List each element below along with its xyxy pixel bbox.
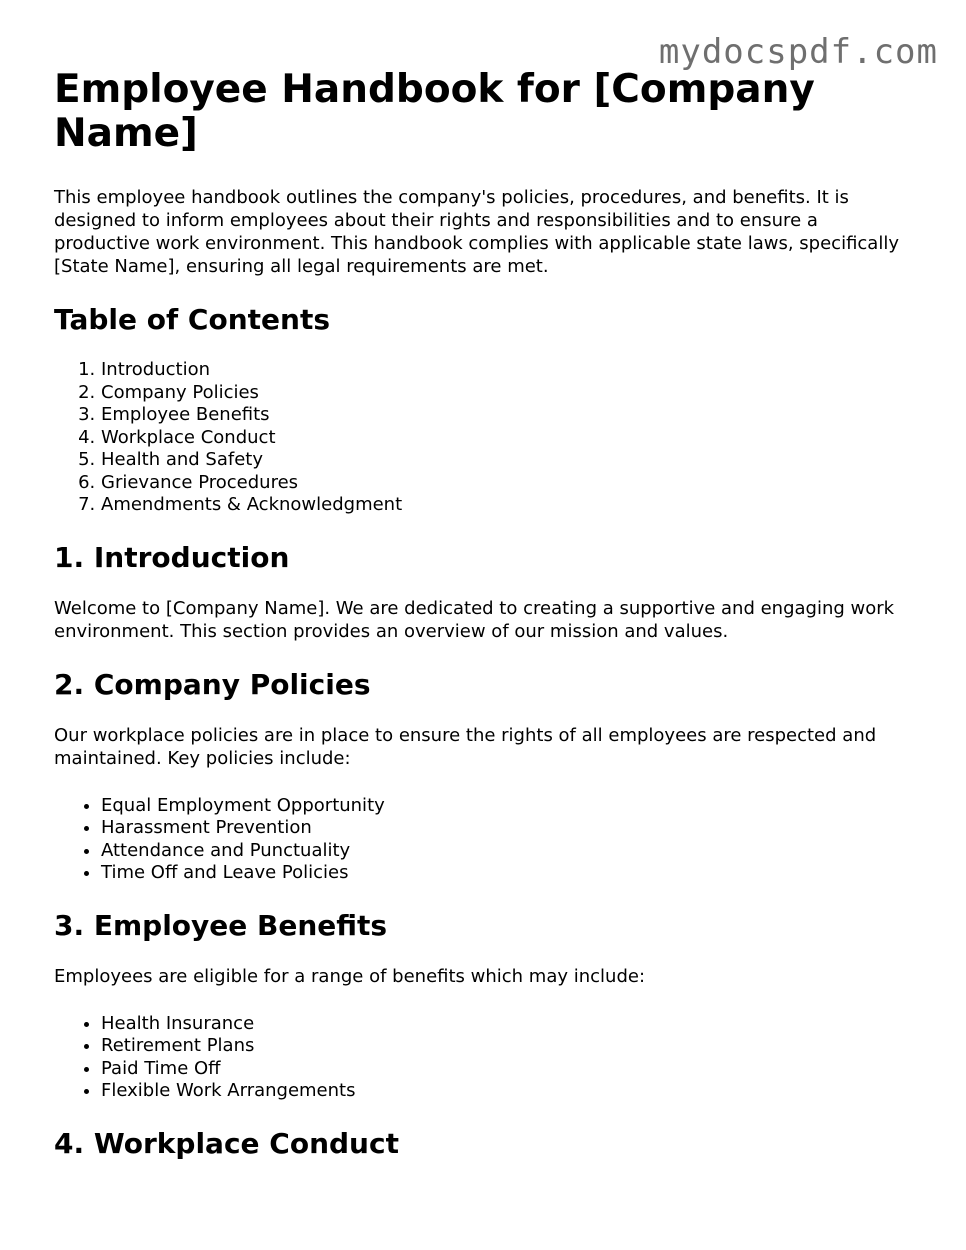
introduction-heading: 1. Introduction: [54, 540, 290, 574]
toc-heading: Table of Contents: [54, 303, 331, 336]
document-title: Employee Handbook for [Company Name]: [54, 67, 815, 156]
toc-list: [54, 359, 914, 517]
conduct-heading: 4. Workplace Conduct: [54, 1126, 399, 1160]
toc-item: 3. Employee Benefits: [101, 404, 914, 427]
policy-item: • Equal Employment Opportunity: [101, 795, 914, 818]
toc-item: 7. Amendments & Acknowledgment: [101, 494, 914, 517]
toc-item: 2. Company Policies: [101, 382, 914, 405]
policy-item: • Harassment Prevention: [101, 817, 914, 840]
introduction-body: Welcome to [Company Name]. We are dedicated to creating a supportive and engaging work environment. This section provides an overview of our mission and values.: [54, 597, 895, 642]
benefits-body: Employees are eligible for a range of benefits which may include:: [54, 965, 646, 987]
benefit-item: • Flexible Work Arrangements: [101, 1080, 914, 1103]
policies-body: Our workplace policies are in place to ensure the rights of all employees are respected and maintained. Key policies include:: [54, 724, 877, 769]
policies-heading: 2. Company Policies: [54, 667, 371, 701]
toc-item: 5. Health and Safety: [101, 449, 914, 472]
toc-item: 4. Workplace Conduct: [101, 427, 914, 450]
toc-item: 6. Grievance Procedures: [101, 472, 914, 495]
benefit-item: • Paid Time Off: [101, 1058, 914, 1081]
watermark: mydocspdf.com: [658, 32, 938, 72]
benefits-list: [54, 1013, 914, 1103]
toc-item: 1. Introduction: [101, 359, 914, 382]
document-page: [54, 68, 914, 1183]
benefit-item: • Health Insurance: [101, 1013, 914, 1036]
intro-paragraph: This employee handbook outlines the company's policies, procedures, and benefits. It is designed to inform employees about their rights and responsibilities and to ensure a productive work environment. This handbook complies with applicable state laws, specifically [State Name], ensuring all legal requirements are met.: [54, 187, 899, 277]
benefits-heading: 3. Employee Benefits: [54, 908, 388, 942]
policies-list: [54, 795, 914, 885]
policy-item: • Attendance and Punctuality: [101, 840, 914, 863]
policy-item: • Time Off and Leave Policies: [101, 862, 914, 885]
benefit-item: • Retirement Plans: [101, 1035, 914, 1058]
